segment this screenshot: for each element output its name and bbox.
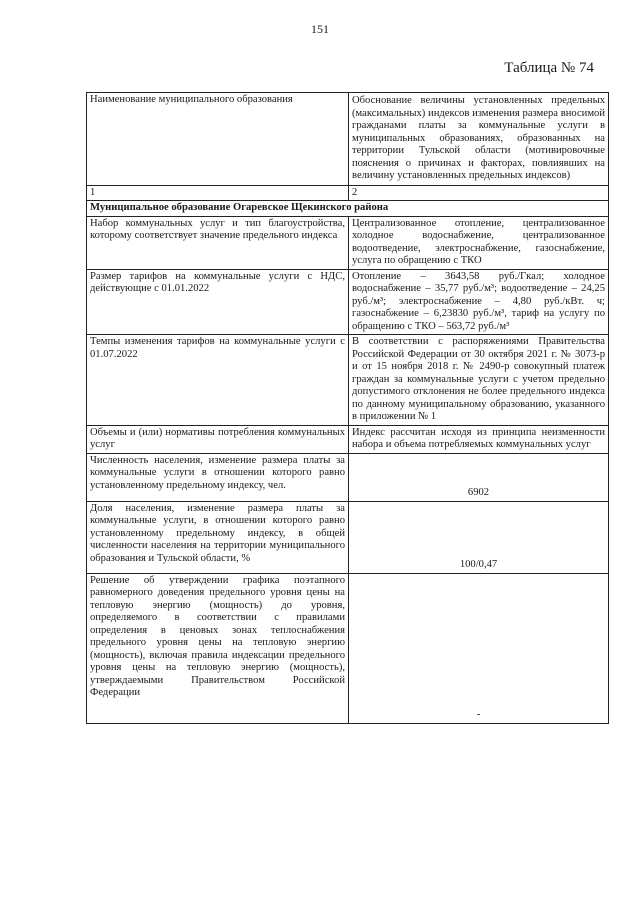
row-label: Численность населения, изменение размера платы за коммунальные услуги в отношении которого равно установленному предельному индексу, чел. <box>87 453 349 501</box>
row-value: В соответствии с распоряжениями Правительства Российской Федерации от 30 октября 2021 г. № 3073-р и от 15 ноября 2018 г. № 2490-р совокупный платеж граждан за коммунальные услуги с учетом предельно допустимого отклонения не более предельного индекса по данному муниципальному образованию, указанного в приложении № 1 <box>349 335 609 426</box>
row-value: - <box>349 573 609 723</box>
header-justification: Обоснование величины установленных предельных (максимальных) индексов изменения размера вносимой гражданами платы за коммунальные услуги в муниципальных образованиях, образованных на территории Тульской области (мотивировочные пояснения о причинах и факторах, повлиявших на величину установленных предельных индексов) <box>349 93 609 186</box>
section-title-row <box>87 201 609 217</box>
column-number-1: 1 <box>87 185 349 201</box>
row-label: Доля населения, изменение размера платы за коммунальные услуги, в отношении которого равно установленному предельному индексу, в общей численности населения на территории муниципального образования и Тульской области, % <box>87 501 349 573</box>
row-label: Размер тарифов на коммунальные услуги с НДС, действующие с 01.01.2022 <box>87 269 349 335</box>
table-row <box>87 269 609 335</box>
justification-table <box>86 92 609 724</box>
table-row <box>87 425 609 453</box>
row-value: 6902 <box>349 453 609 501</box>
table-row <box>87 573 609 723</box>
row-value: Централизованное отопление, централизованное холодное водоснабжение, централизованное водоотведение, электроснабжение, газоснабжение, услуга по обращению с ТКО <box>349 216 609 269</box>
header-municipality: Наименование муниципального образования <box>87 93 349 186</box>
table-caption: Таблица № 74 <box>504 60 594 76</box>
section-title: Муниципальное образование Огаревское Щекинского района <box>87 201 609 217</box>
row-value: Индекс рассчитан исходя из принципа неизменности набора и объема потребляемых коммунальных услуг <box>349 425 609 453</box>
column-number-row <box>87 185 609 201</box>
table-header-row <box>87 93 609 186</box>
row-label: Объемы и (или) нормативы потребления коммунальных услуг <box>87 425 349 453</box>
row-value: 100/0,47 <box>349 501 609 573</box>
row-label: Набор коммунальных услуг и тип благоустройства, которому соответствует значение предельного индекса <box>87 216 349 269</box>
table-row <box>87 335 609 426</box>
row-label: Решение об утверждении графика поэтапного равномерного доведения предельного уровня цены на тепловую энергию (мощность) до уровня, определяемого в соответствии с правилами определения в ценовых зонах теплоснабжения предельного уровня цены на тепловую энергию (мощность), включая правила индексации предельного уровня цены на тепловую энергию (мощность), утверждаемыми Правительством Российской Федерации <box>87 573 349 723</box>
row-label: Темпы изменения тарифов на коммунальные услуги с 01.07.2022 <box>87 335 349 426</box>
column-number-2: 2 <box>349 185 609 201</box>
page-number: 151 <box>311 22 329 36</box>
table-row <box>87 453 609 501</box>
row-value: Отопление – 3643,58 руб./Гкал; холодное водоснабжение – 35,77 руб./м³; водоотведение – 24,25 руб./м³; электроснабжение – 4,80 руб./кВт. ч; газоснабжение – 6,23830 руб./м³, тариф на услугу по обращению с ТКО – 563,72 руб./м³ <box>349 269 609 335</box>
table-row <box>87 501 609 573</box>
table-row <box>87 216 609 269</box>
